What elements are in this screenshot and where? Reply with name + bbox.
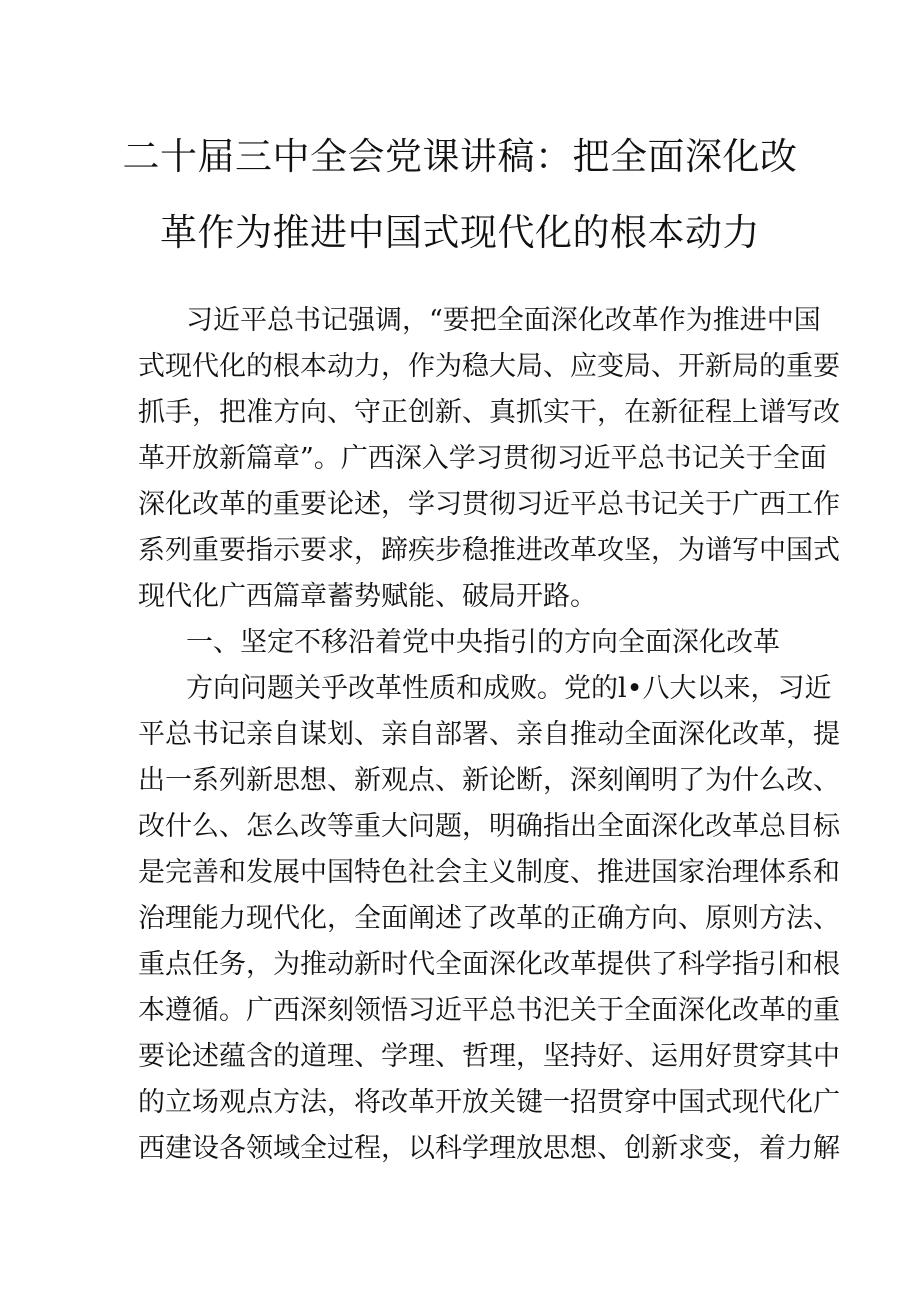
text-line: 平总书记亲自谋划、亲自部署、亲自推动全面深化改革，提 (138, 719, 840, 750)
text-line: 抓手，把准方向、守正创新、真抓实干，在新征程上谱写改 (138, 397, 840, 428)
text-line: 本遵循。广西深刻领悟习近平总书汜关于全面深化改革的重 (138, 995, 840, 1026)
text-line: 重点任务，为推动新时代全面深化改革提供了科学指引和根 (138, 949, 840, 980)
text-line: 要论述蕴含的道理、学理、哲理，坚持好、运用好贯穿其中 (138, 1041, 840, 1072)
text-line: 改什么、怎么改等重大问题，明确指出全面深化改革总目标 (138, 811, 840, 842)
text-line: 革开放新篇章”。广西深入学习贯彻习近平总书记关于全面 (138, 443, 827, 474)
text-line: 方向问题关乎改革性质和成败。党的l•八大以来，习近 (186, 673, 832, 704)
text-line: 式现代化的根本动力，作为稳大局、应变局、开新局的重要 (138, 351, 840, 382)
text-line: 习近平总书记强调，“要把全面深化改革作为推进中国 (186, 305, 821, 336)
text-line: 的立场观点方法，将改革开放关键一招贯穿中国式现代化广 (138, 1087, 840, 1118)
section-heading-text: 一、坚定不移沿着党中央指引的方向全面深化改革 (186, 627, 780, 658)
text-line: 出一系列新思想、新观点、新论断，深刻阐明了为什么改、 (138, 765, 840, 796)
text-line: 西建设各领域全过程，以科学理放思想、创新求变，着力解 (138, 1133, 840, 1164)
text-line: 治理能力现代化，全面阐述了改革的正确方向、原则方法、 (138, 903, 840, 934)
document-title-line-1: 二十届三中全会党课讲稿：把全面深化改 (122, 135, 798, 178)
text-line: 深化改革的重要论述，学习贯彻习近平总书记关于广西工作 (138, 489, 840, 520)
text-line: 系列重要指示要求，蹄疾步稳推进改革攻坚，为谱写中国式 (138, 535, 840, 566)
text-line: 是完善和发展中国特色社会主义制度、推进国家治理体系和 (138, 857, 840, 888)
document-title-line-2: 革作为推进中国式现代化的根本动力 (160, 211, 760, 254)
text-line: 现代化广西篇章蓄势赋能、破局开路。 (138, 581, 597, 612)
